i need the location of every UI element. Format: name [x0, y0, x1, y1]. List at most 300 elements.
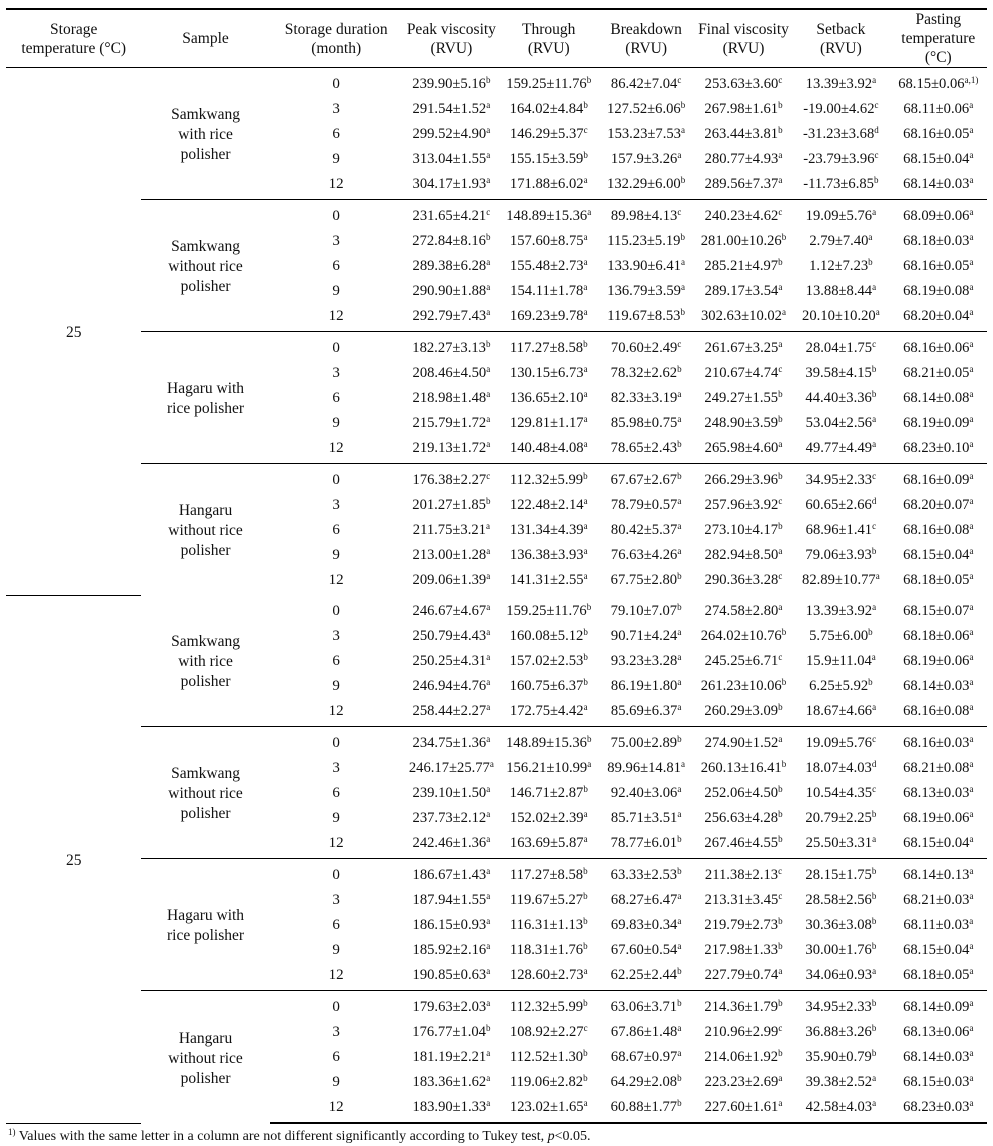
significance-letter: a: [969, 306, 974, 317]
through-cell: [500, 648, 597, 673]
mean-sd-value: 210.67±4.74: [704, 364, 779, 381]
header-final-viscosity: [695, 9, 792, 68]
through-cell: [500, 492, 597, 517]
significance-letter: a: [872, 281, 877, 292]
final-viscosity-cell: [695, 567, 792, 595]
significance-letter: a: [583, 1097, 588, 1108]
peak-viscosity-cell: [403, 385, 500, 410]
mean-sd-value: 68.11±0.03: [903, 916, 970, 933]
significance-letter: b: [583, 915, 588, 926]
mean-sd-value: 68.23±0.10: [903, 439, 970, 456]
storage-duration-cell: 12: [328, 175, 344, 192]
pasting-temperature-cell: [890, 303, 987, 332]
mean-sd-value: 30.36±3.08: [805, 916, 872, 933]
mean-sd-value: 39.58±4.15: [805, 364, 872, 381]
pasting-temperature-cell: [890, 962, 987, 991]
mean-sd-value: 28.15±1.75: [805, 866, 872, 883]
sample-name-cell: [141, 332, 269, 464]
storage-duration-cell: 3: [332, 232, 340, 249]
mean-sd-value: 44.40±3.36: [805, 389, 872, 406]
mean-sd-value: 112.52±1.30: [509, 1048, 584, 1065]
peak-viscosity-cell: [403, 253, 500, 278]
significance-letter: b: [583, 99, 588, 110]
final-viscosity-cell: [695, 673, 792, 698]
significance-letter: a: [583, 256, 588, 267]
peak-viscosity-cell: [403, 464, 500, 493]
final-viscosity-cell: [695, 200, 792, 229]
mean-sd-value: 152.02±2.39: [509, 809, 584, 826]
final-viscosity-cell: [695, 385, 792, 410]
sample-name-cell: [141, 727, 269, 859]
significance-letter: a: [872, 413, 877, 424]
peak-viscosity-cell: [403, 991, 500, 1020]
significance-letter: a: [969, 99, 974, 110]
mean-sd-value: 86.19±1.80: [610, 677, 678, 694]
storage-duration-cell: 9: [332, 809, 340, 826]
significance-letter: b: [778, 701, 783, 712]
significance-letter: a: [872, 438, 877, 449]
significance-letter: a: [486, 570, 491, 581]
significance-letter: a: [872, 1072, 877, 1083]
mean-sd-value: 159.25±11.76: [506, 75, 587, 92]
significance-letter: c: [778, 865, 783, 876]
significance-letter: a: [677, 940, 682, 951]
peak-viscosity-cell: [403, 200, 500, 229]
mean-sd-value: 263.44±3.81: [704, 125, 779, 142]
pasting-temperature-cell: [890, 68, 987, 97]
significance-letter: b: [485, 1022, 491, 1033]
setback-cell: [792, 492, 889, 517]
peak-viscosity-cell: [403, 727, 500, 756]
peak-viscosity-cell: [403, 171, 500, 200]
mean-sd-value: 227.60±1.61: [704, 1098, 779, 1115]
significance-letter: a: [486, 1047, 491, 1058]
significance-letter: b: [583, 1047, 588, 1058]
setback-cell: [792, 727, 889, 756]
breakdown-cell: [597, 1069, 694, 1094]
mean-sd-value: 267.46±4.55: [704, 834, 779, 851]
mean-sd-value: 210.96±2.99: [704, 1023, 779, 1040]
mean-sd-value: 148.89±15.36: [506, 207, 588, 224]
peak-viscosity-cell: [403, 68, 500, 97]
pasting-temperature-cell: [890, 542, 987, 567]
mean-sd-value: 80.42±5.37: [610, 521, 678, 538]
significance-letter: a: [677, 626, 682, 637]
footnote-text: Values with the same letter in a column are not different significantly according to Tukey test,: [15, 1129, 548, 1144]
significance-letter: b: [778, 833, 783, 844]
mean-sd-value: 273.10±4.17: [704, 521, 779, 538]
sample-name-cell: [141, 200, 269, 332]
mean-sd-value: 219.13±1.72: [412, 439, 487, 456]
significance-letter: a: [677, 783, 682, 794]
mean-sd-value: 122.48±2.14: [509, 496, 584, 513]
mean-sd-value: 119.67±8.53: [607, 307, 681, 324]
header-storage-temperature: [6, 9, 141, 68]
sample-name-line: rice polisher: [167, 927, 245, 944]
mean-sd-value: 13.88±8.44: [805, 282, 873, 299]
significance-letter: b: [485, 231, 491, 242]
significance-letter: a: [969, 915, 974, 926]
through-cell: [500, 567, 597, 595]
mean-sd-value: 185.92±2.16: [412, 941, 487, 958]
header-line: (month): [311, 39, 362, 57]
pasting-temperature-cell: [890, 780, 987, 805]
significance-letter: b: [677, 601, 682, 612]
sample-name-line: polisher: [180, 1069, 231, 1087]
significance-letter: a: [486, 256, 491, 267]
sample-name-cell: [141, 859, 269, 991]
significance-letter: c: [778, 495, 783, 506]
storage-duration-cell: 0: [270, 991, 403, 1020]
significance-letter: a: [778, 965, 783, 976]
mean-sd-value: 157.02±2.53: [509, 652, 584, 669]
significance-letter: b: [677, 865, 682, 876]
mean-sd-value: 264.02±10.76: [700, 627, 782, 644]
setback-cell: [792, 410, 889, 435]
mean-sd-value: 136.65±2.10: [509, 389, 584, 406]
significance-letter: a: [677, 1047, 682, 1058]
significance-letter: a: [583, 438, 588, 449]
pasting-temperature-cell: [890, 464, 987, 493]
mean-sd-value: 67.86±1.48: [610, 1023, 678, 1040]
table-row: [6, 332, 987, 361]
sample-name-cell: [141, 991, 269, 1124]
mean-sd-value: 68.16±0.03: [903, 734, 970, 751]
significance-letter: a: [485, 520, 490, 531]
mean-sd-value: 127.52±6.06: [607, 100, 681, 117]
breakdown-cell: [597, 937, 694, 962]
storage-duration-cell: 3: [332, 1023, 340, 1040]
significance-letter: a: [778, 174, 783, 185]
setback-cell: [792, 464, 889, 493]
pasting-temperature-cell: [890, 121, 987, 146]
significance-letter: a: [486, 124, 491, 135]
through-cell: [500, 780, 597, 805]
mean-sd-value: 289.17±3.54: [704, 282, 779, 299]
sample-name-line: without rice: [168, 785, 243, 802]
breakdown-cell: [597, 253, 694, 278]
header-peak-viscosity: [403, 9, 500, 68]
final-viscosity-cell: [695, 780, 792, 805]
significance-letter: a: [875, 570, 880, 581]
significance-letter: a: [677, 149, 682, 160]
mean-sd-value: 68.20±0.04: [903, 307, 970, 324]
mean-sd-value: 78.32±2.62: [610, 364, 678, 381]
pasting-temperature-cell: [890, 228, 987, 253]
significance-letter: b: [778, 808, 783, 819]
pasting-temperature-cell: [890, 492, 987, 517]
sample-name-line: polisher: [180, 673, 231, 690]
peak-viscosity-cell: [403, 912, 500, 937]
significance-letter: a: [969, 783, 974, 794]
breakdown-cell: [597, 1044, 694, 1069]
mean-sd-value: 67.67±2.67: [610, 471, 678, 488]
footnote-p: p: [547, 1129, 555, 1144]
setback-cell: [792, 332, 889, 361]
mean-sd-value: 117.27±8.58: [509, 866, 584, 883]
significance-letter: b: [871, 997, 877, 1008]
final-viscosity-cell: [695, 1069, 792, 1094]
significance-letter: a: [969, 231, 974, 242]
mean-sd-value: 18.67±4.66: [805, 702, 873, 719]
significance-letter: b: [485, 338, 491, 349]
significance-letter: a: [969, 570, 974, 581]
storage-temperature-cell: 25: [6, 68, 141, 596]
mean-sd-value: 169.23±9.78: [509, 307, 584, 324]
peak-viscosity-cell: [403, 887, 500, 912]
mean-sd-value: 291.54±1.52: [412, 100, 487, 117]
significance-letter: a: [872, 1097, 877, 1108]
mean-sd-value: 68.21±0.03: [903, 891, 970, 908]
significance-letter: b: [871, 808, 877, 819]
significance-letter: b: [778, 520, 783, 531]
mean-sd-value: 213.00±1.28: [412, 546, 487, 563]
mean-sd-value: 250.79±4.43: [412, 627, 487, 644]
setback-cell: [792, 673, 889, 698]
breakdown-cell: [597, 385, 694, 410]
significance-letter: b: [778, 940, 783, 951]
footnote-marker: 1): [8, 1127, 16, 1137]
significance-letter: b: [677, 363, 682, 374]
final-viscosity-cell: [695, 435, 792, 464]
mean-sd-value: 39.38±2.52: [805, 1073, 873, 1090]
mean-sd-value: 82.89±10.77: [802, 571, 876, 588]
significance-letter: b: [583, 890, 588, 901]
pasting-temperature-cell: [890, 698, 987, 727]
final-viscosity-cell: [695, 332, 792, 361]
setback-cell: [792, 517, 889, 542]
significance-letter: a: [486, 783, 491, 794]
pasting-temperature-cell: [890, 435, 987, 464]
storage-duration-cell: 6: [332, 1048, 340, 1065]
mean-sd-value: 28.04±1.75: [805, 339, 873, 356]
significance-letter: b: [778, 915, 783, 926]
setback-cell: [792, 805, 889, 830]
header-line: (RVU): [527, 39, 570, 57]
breakdown-cell: [597, 698, 694, 727]
significance-letter: a: [486, 940, 491, 951]
significance-letter: b: [871, 940, 877, 951]
storage-duration-cell: 12: [328, 834, 344, 851]
final-viscosity-cell: [695, 623, 792, 648]
mean-sd-value: 302.63±10.02: [701, 307, 782, 324]
significance-letter: a: [486, 388, 491, 399]
setback-cell: [792, 121, 889, 146]
header-setback: [792, 9, 889, 68]
header-line: temperature (°C): [901, 30, 976, 66]
setback-cell: [792, 200, 889, 229]
pasting-temperature-cell: [890, 937, 987, 962]
significance-letter: c: [872, 338, 877, 349]
mean-sd-value: 289.38±6.28: [412, 257, 487, 274]
breakdown-cell: [597, 673, 694, 698]
significance-letter: a: [583, 281, 588, 292]
through-cell: [500, 698, 597, 727]
through-cell: [500, 171, 597, 200]
through-cell: [500, 727, 597, 756]
significance-letter: a: [486, 413, 491, 424]
significance-letter: a: [969, 997, 974, 1008]
final-viscosity-cell: [695, 595, 792, 623]
significance-letter: a: [486, 808, 491, 819]
significance-letter: a: [583, 808, 588, 819]
significance-letter: b: [583, 997, 588, 1008]
sample-name-line: Samkwang: [171, 765, 240, 782]
sample-name-line: with rice: [178, 126, 233, 143]
final-viscosity-cell: [695, 68, 792, 97]
mean-sd-value: 172.75±4.42: [509, 702, 584, 719]
final-viscosity-cell: [695, 303, 792, 332]
pasting-temperature-cell: [890, 385, 987, 410]
significance-letter: a: [677, 495, 682, 506]
mean-sd-value: 35.90±0.79: [805, 1048, 872, 1065]
mean-sd-value: 183.90±1.33: [412, 1098, 487, 1115]
significance-letter: a: [583, 306, 588, 317]
mean-sd-value: 115.23±5.19: [607, 232, 681, 249]
breakdown-cell: [597, 68, 694, 97]
storage-duration-cell: 6: [332, 389, 340, 406]
significance-letter: a: [969, 1022, 974, 1033]
mean-sd-value: 112.32±5.99: [509, 998, 584, 1015]
mean-sd-value: 274.58±2.80: [704, 602, 779, 619]
significance-letter: a: [969, 174, 974, 185]
storage-duration-cell: 3: [332, 891, 340, 908]
setback-cell: [792, 253, 889, 278]
sample-name-cell: [141, 68, 269, 200]
mean-sd-value: 68.15±0.07: [903, 602, 970, 619]
through-cell: [500, 278, 597, 303]
mean-sd-value: 68.16±0.06: [903, 339, 970, 356]
storage-duration-cell: 9: [332, 677, 340, 694]
header-line: Setback: [816, 20, 866, 38]
setback-cell: [792, 96, 889, 121]
mean-sd-value: 18.07±4.03: [805, 759, 872, 776]
through-cell: [500, 121, 597, 146]
significance-letter: b: [871, 865, 877, 876]
mean-sd-value: 260.29±3.09: [704, 702, 779, 719]
mean-sd-value: 68.13±0.03: [903, 784, 970, 801]
significance-letter: a,1): [964, 74, 979, 85]
significance-letter: c: [872, 733, 877, 744]
mean-sd-value: 211.75±3.21: [412, 521, 486, 538]
significance-letter: a: [489, 758, 494, 769]
significance-letter: a: [486, 545, 491, 556]
mean-sd-value: 68.18±0.06: [903, 627, 970, 644]
mean-sd-value: 148.89±15.36: [506, 734, 587, 751]
breakdown-cell: [597, 360, 694, 385]
significance-letter: a: [583, 545, 588, 556]
significance-letter: a: [583, 965, 588, 976]
significance-letter: b: [583, 865, 588, 876]
significance-letter: a: [969, 413, 974, 424]
breakdown-cell: [597, 492, 694, 517]
significance-letter: a: [778, 545, 783, 556]
significance-letter: b: [677, 997, 682, 1008]
peak-viscosity-cell: [403, 1044, 500, 1069]
setback-cell: [792, 542, 889, 567]
significance-letter: b: [778, 997, 783, 1008]
significance-letter: a: [969, 124, 974, 135]
header-storage-duration: [270, 9, 403, 68]
mean-sd-value: 181.19±2.21: [412, 1048, 487, 1065]
pasting-temperature-cell: [890, 171, 987, 200]
through-cell: [500, 517, 597, 542]
mean-sd-value: 118.31±1.76: [509, 941, 584, 958]
storage-duration-cell: 6: [332, 916, 340, 933]
header-breakdown: [597, 9, 694, 68]
mean-sd-value: -31.23±3.68: [803, 125, 875, 142]
significance-letter: c: [874, 149, 879, 160]
setback-cell: [792, 623, 889, 648]
final-viscosity-cell: [695, 912, 792, 937]
mean-sd-value: 6.25±5.92: [809, 677, 869, 694]
sample-name-line: Hangaru: [178, 1029, 233, 1047]
final-viscosity-cell: [695, 492, 792, 517]
significance-letter: a: [872, 701, 877, 712]
mean-sd-value: 19.09±5.76: [805, 207, 873, 224]
significance-letter: b: [871, 388, 877, 399]
significance-letter: a: [778, 281, 783, 292]
setback-cell: [792, 991, 889, 1020]
mean-sd-value: 68.27±6.47: [610, 891, 678, 908]
mean-sd-value: 285.21±4.97: [704, 257, 779, 274]
through-cell: [500, 228, 597, 253]
significance-letter: a: [486, 1097, 491, 1108]
breakdown-cell: [597, 96, 694, 121]
mean-sd-value: 183.36±1.62: [412, 1073, 487, 1090]
significance-letter: d: [874, 124, 879, 135]
peak-viscosity-cell: [403, 937, 500, 962]
mean-sd-value: 90.71±4.24: [610, 627, 678, 644]
peak-viscosity-cell: [403, 146, 500, 171]
significance-letter: b: [778, 256, 783, 267]
table-row: [6, 200, 987, 229]
mean-sd-value: 68.15±0.04: [903, 941, 970, 958]
mean-sd-value: 68.09±0.06: [903, 207, 970, 224]
significance-letter: a: [680, 124, 685, 135]
header-line: temperature (°C): [21, 39, 127, 57]
significance-letter: a: [778, 1072, 783, 1083]
final-viscosity-cell: [695, 962, 792, 991]
mean-sd-value: 214.06±1.92: [704, 1048, 779, 1065]
storage-temperature-cell: 25: [6, 595, 141, 1123]
mean-sd-value: 239.10±1.50: [412, 784, 487, 801]
significance-letter: b: [583, 651, 588, 662]
significance-letter: b: [871, 545, 877, 556]
significance-letter: a: [486, 997, 491, 1008]
pasting-temperature-cell: [890, 1044, 987, 1069]
significance-letter: b: [680, 231, 685, 242]
breakdown-cell: [597, 542, 694, 567]
significance-letter: a: [486, 306, 491, 317]
mean-sd-value: 53.04±2.56: [805, 414, 873, 431]
sample-name-line: Hangaru: [178, 502, 233, 519]
breakdown-cell: [597, 648, 694, 673]
sample-name-line: without rice: [168, 522, 243, 539]
mean-sd-value: 234.75±1.36: [412, 734, 487, 751]
mean-sd-value: 49.77±4.49: [805, 439, 873, 456]
through-cell: [500, 542, 597, 567]
final-viscosity-cell: [695, 146, 792, 171]
mean-sd-value: 215.79±1.72: [412, 414, 487, 431]
mean-sd-value: 82.33±3.19: [610, 389, 678, 406]
through-cell: [500, 146, 597, 171]
peak-viscosity-cell: [403, 595, 500, 623]
through-cell: [500, 1069, 597, 1094]
significance-letter: b: [868, 676, 873, 687]
significance-letter: a: [486, 915, 491, 926]
breakdown-cell: [597, 1019, 694, 1044]
